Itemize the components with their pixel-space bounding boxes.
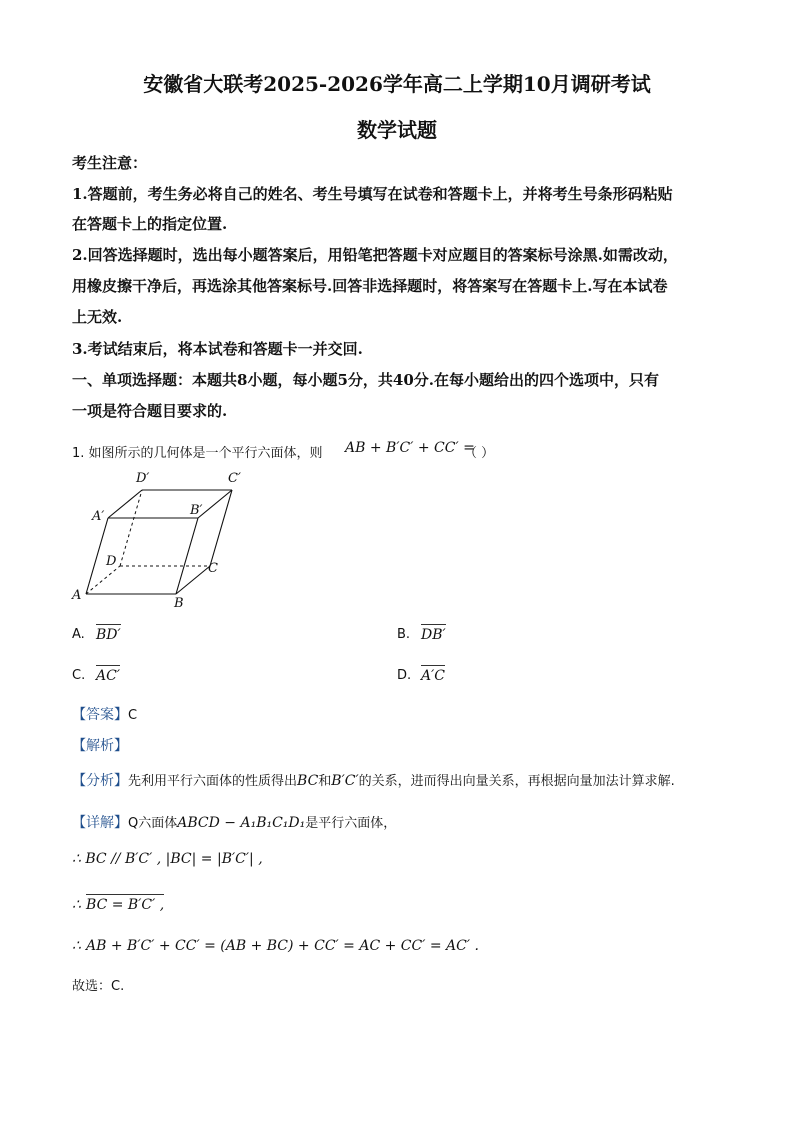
fenxi-text2: 的关系，进而得出向量关系，再根据向量加法计算求解.	[358, 774, 675, 789]
option-a-letter: A.	[72, 627, 85, 642]
notice-item3: 3.考试结束后，将本试卷和答题卡一并交回.	[72, 340, 363, 358]
answer-tag: 【答案】	[72, 707, 128, 723]
notice-item1-line2: 在答题卡上的指定位置.	[72, 215, 228, 233]
detail-step1: ∴ BC // B′C′ , |BC| = |B′C′| ,	[72, 851, 263, 867]
label-B1: B′	[190, 503, 203, 518]
notice-heading: 考生注意：	[72, 154, 148, 172]
section-line2: 一项是符合题目要求的.	[72, 402, 228, 420]
section-line1: 一、单项选择题：本题共8小题，每小题5分，共40分.在每小题给出的四个选项中，只有	[72, 371, 659, 389]
label-D1: D′	[136, 471, 150, 486]
fenxi-and: 和	[318, 774, 332, 789]
label-A: A	[72, 588, 82, 603]
detail-mark: Q	[128, 816, 139, 831]
step3-prefix: ∴	[72, 938, 81, 954]
notice-item1-line1: 1.答题前，考生务必将自己的姓名、考生号填写在试卷和答题卡上，并将考生号条形码粘贴	[72, 185, 673, 203]
page-title: 安徽省大联考2025-2026学年高二上学期10月调研考试	[143, 72, 651, 96]
label-A1: A′	[92, 509, 105, 524]
fenxi-text1: 先利用平行六面体的性质得出	[128, 774, 298, 789]
detail-text1: 六面体	[138, 816, 178, 831]
conclusion: 故选：C.	[72, 979, 125, 994]
option-d-letter: D.	[397, 668, 412, 683]
label-C1: C′	[228, 471, 241, 486]
detail-tag: 【详解】	[72, 815, 128, 831]
fenxi-bc: BC	[297, 773, 319, 789]
question1-blank: （ ）	[464, 446, 495, 461]
detail-solid: ABCD − A₁B₁C₁D₁	[177, 815, 306, 831]
parallelepiped-figure	[70, 466, 260, 611]
notice-item2-line2: 用橡皮擦干净后，再选涂其他答案标号.回答非选择题时，将答案写在答题卡上.写在本试卷	[72, 277, 668, 295]
option-c-letter: C.	[72, 668, 86, 683]
detail-step3: AB + B′C′ + CC′ = (AB + BC) + CC′ = AC + CC′ = AC′ .	[86, 938, 479, 954]
page-subtitle: 数学试题	[357, 118, 437, 142]
label-B: B	[174, 596, 184, 611]
label-C: C	[208, 561, 218, 576]
question1-stem: 1. 如图所示的几何体是一个平行六面体，则	[72, 446, 323, 461]
detail-step2: BC = B′C′ ,	[86, 897, 165, 913]
option-b-vector: DB′	[421, 627, 446, 643]
question1-expression: AB + B′C′ + CC′ =	[345, 440, 475, 456]
detail-text2: 是平行六面体，	[305, 816, 397, 831]
notice-item2-line1: 2.回答选择题时，选出每小题答案后，用铅笔把答题卡对应题目的答案标号涂黑.如需改动，	[72, 246, 678, 264]
notice-item2-line3: 上无效.	[72, 308, 123, 326]
option-c-vector: AC′	[96, 668, 121, 684]
answer-value: C	[128, 708, 138, 723]
option-a-vector: BD′	[96, 627, 121, 643]
option-d-vector: A′C	[421, 668, 446, 684]
fenxi-tag: 【分析】	[72, 773, 128, 789]
analysis-tag: 【解析】	[72, 738, 128, 754]
fenxi-b1c1: B′C′	[331, 773, 359, 789]
label-D: D	[106, 554, 117, 569]
option-b-letter: B.	[397, 627, 411, 642]
step2-prefix: ∴	[72, 897, 81, 913]
